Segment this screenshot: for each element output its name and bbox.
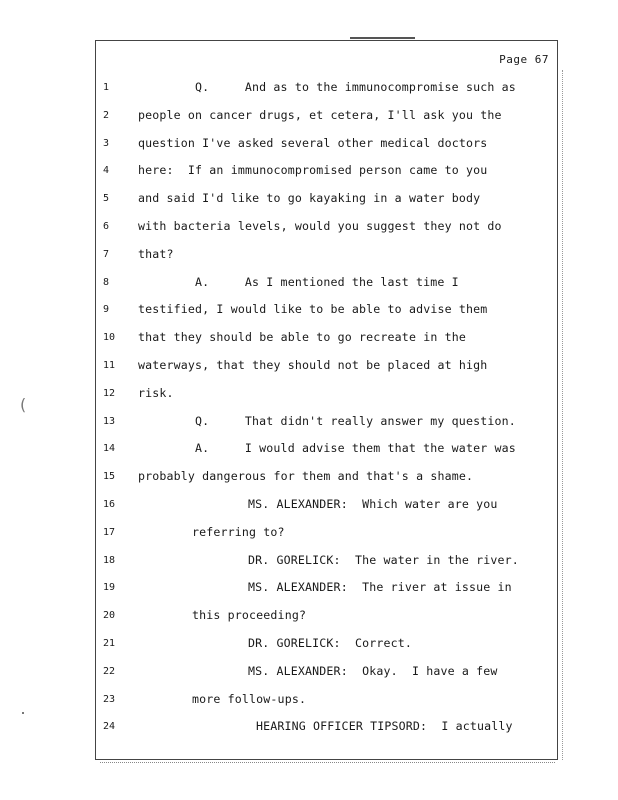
scan-edge-line <box>562 70 563 760</box>
transcript-line: DR. GORELICK: The water in the river. <box>248 552 519 567</box>
line-number: 7 <box>103 248 110 260</box>
transcript-line: here: If an immunocompromised person came to you <box>138 163 488 178</box>
transcript-line: with bacteria levels, would you suggest they not do <box>138 219 502 233</box>
margin-dot-mark <box>22 712 24 714</box>
transcript-line: Q. That didn't really answer my question. <box>195 413 516 428</box>
line-number: 1 <box>103 82 110 93</box>
margin-bracket-mark: ( <box>20 395 27 414</box>
transcript-line: HEARING OFFICER TIPSORD: I actually <box>256 719 513 734</box>
transcript-line: that? <box>138 246 174 261</box>
line-number: 8 <box>103 276 110 288</box>
transcript-line: DR. GORELICK: Correct. <box>248 636 412 650</box>
line-number: 10 <box>103 332 116 344</box>
line-number: 6 <box>103 221 110 232</box>
transcript-line: MS. ALEXANDER: Which water are you <box>248 497 498 511</box>
transcript-line: A. I would advise them that the water was <box>195 441 516 456</box>
line-number: 18 <box>103 554 116 566</box>
transcript-line: people on cancer drugs, et cetera, I'll ask you the <box>138 107 502 122</box>
line-number: 14 <box>103 443 116 455</box>
line-number: 16 <box>103 499 116 510</box>
line-number: 5 <box>103 193 110 205</box>
line-number: 21 <box>103 638 116 649</box>
transcript-line: MS. ALEXANDER: Okay. I have a few <box>248 663 498 678</box>
top-scan-mark <box>350 37 415 39</box>
transcript-line: more follow-ups. <box>192 691 307 706</box>
scan-bottom-line <box>100 762 555 763</box>
line-number: 9 <box>103 304 110 316</box>
transcript-line: referring to? <box>192 524 285 539</box>
transcript-line: Q. And as to the immunocompromise such as <box>195 80 516 94</box>
line-number: 17 <box>103 526 116 538</box>
line-number: 3 <box>103 137 110 149</box>
transcript-line: probably dangerous for them and that's a shame. <box>138 469 474 484</box>
line-number: 24 <box>103 721 116 733</box>
page-number: Page 67 <box>499 53 549 66</box>
line-number: 4 <box>103 165 110 177</box>
transcript-line: that they should be able to go recreate in the <box>138 330 466 345</box>
transcript-line: MS. ALEXANDER: The river at issue in <box>248 580 512 595</box>
line-number: 22 <box>103 665 116 677</box>
line-number: 13 <box>103 415 116 427</box>
line-number: 23 <box>103 693 116 705</box>
transcript-line: and said I'd like to go kayaking in a water body <box>138 191 481 206</box>
transcript-line: waterways, that they should not be placed at high <box>138 358 488 372</box>
transcript-line: testified, I would like to be able to advise them <box>138 302 488 317</box>
transcript-line: this proceeding? <box>192 608 307 623</box>
line-number: 19 <box>103 582 116 594</box>
line-number: 12 <box>103 387 116 399</box>
transcript-line: risk. <box>138 385 174 400</box>
transcript-line: A. As I mentioned the last time I <box>195 274 459 289</box>
line-number: 15 <box>103 471 116 483</box>
line-number: 11 <box>103 360 116 371</box>
transcript-line: question I've asked several other medical doctors <box>138 135 488 150</box>
line-number: 2 <box>103 109 110 121</box>
line-number: 20 <box>103 610 116 622</box>
